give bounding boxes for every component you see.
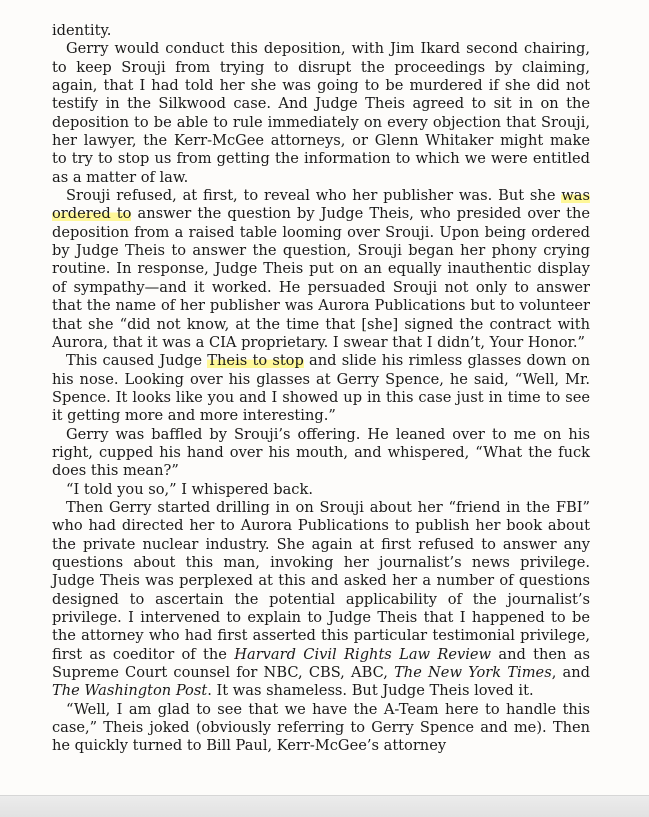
text-run: and then as Supreme Court counsel for NBC, CBS, ABC, <box>52 645 590 682</box>
italic-title: Harvard Civil Rights Law Review <box>234 645 492 663</box>
paragraph <box>52 22 590 40</box>
reader-bottom-bar <box>0 795 649 817</box>
text-run: Gerry was baffled by Srouji’s offering. He leaned over to me on his right, cupped his hand over his mouth, and whispered, “What the fuck does this mean?” <box>52 425 590 480</box>
paragraph <box>52 352 590 425</box>
text-run: This caused Judge <box>66 352 208 370</box>
text-run: Srouji refused, at first, to reveal who her publisher was. But she <box>66 187 562 205</box>
paragraph <box>52 40 590 187</box>
text-run: “Well, I am glad to see that we have the A-Team here to handle this case,” Theis joked (obviously referring to Gerry Spence and me). Then he quickly turned to Bill Paul, Kerr-McGee’s attorney <box>52 700 590 755</box>
text-run: and slide his rimless glasses down on his nose. Looking over his glasses at Gerry Spence, he said, “Well, Mr. Spence. It looks like you and I showed up in this case just in time to see it getting more and more interesting.” <box>52 352 590 425</box>
highlighted-text[interactable]: Theis to stop <box>207 352 304 370</box>
text-run: “I told you so,” I whispered back. <box>66 480 313 498</box>
italic-title: The Washington Post <box>52 682 208 700</box>
paragraph <box>52 701 590 756</box>
text-run: Gerry would conduct this deposition, with Jim Ikard second chairing, to keep Srouji from trying to disrupt the proceedings by claiming, again, that I had told her she was going to be murdered if she did not testify in the Silkwood case. And Judge Theis agreed to sit in on the deposition to be able to rule immediately on every objection that Srouji, her lawyer, the Kerr-McGee attorneys, or Glenn Whitaker might make to try to stop us from getting the information to which we were entitled as a matter of law. <box>52 40 590 186</box>
text-run: . It was shameless. But Judge Theis loved it. <box>207 682 534 700</box>
paragraph <box>52 499 590 701</box>
text-run: identity. <box>52 22 112 39</box>
paragraph <box>52 426 590 481</box>
book-page <box>52 22 590 756</box>
text-run: , and <box>551 664 590 682</box>
text-run: answer the question by Judge Theis, who presided over the deposition from a raised table looming over Srouji. Upon being ordered by Judge Theis to answer the question, Srouji began her phony crying routine. In response, Judge Theis put on an equally inauthentic display of sympathy—and it worked. He persuaded Srouji not only to answer that the name of her publisher was Aurora Publications but to volunteer that she “did not know, at the time that [she] signed the contract with Aurora, that it was a CIA proprietary. I swear that I didn’t, Your Honor.” <box>52 205 590 351</box>
paragraph <box>52 481 590 499</box>
italic-title: The New York Times <box>394 664 552 682</box>
text-run: Then Gerry started drilling in on Srouji about her “friend in the FBI” who had directed her to Aurora Publications to publish her book about the private nuclear industry. She again at first refused to answer any questions about this man, invoking her journalist’s news privilege. Judge Theis was perplexed at this and asked her a number of questions designed to ascertain the potential applicability of the journalist’s privilege. I intervened to explain to Judge Theis that I happened to be the attorney who had first asserted this particular testimonial privilege, first as coeditor of the <box>52 498 590 663</box>
highlighted-text[interactable]: was ordered to <box>52 187 590 223</box>
paragraph <box>52 187 590 352</box>
